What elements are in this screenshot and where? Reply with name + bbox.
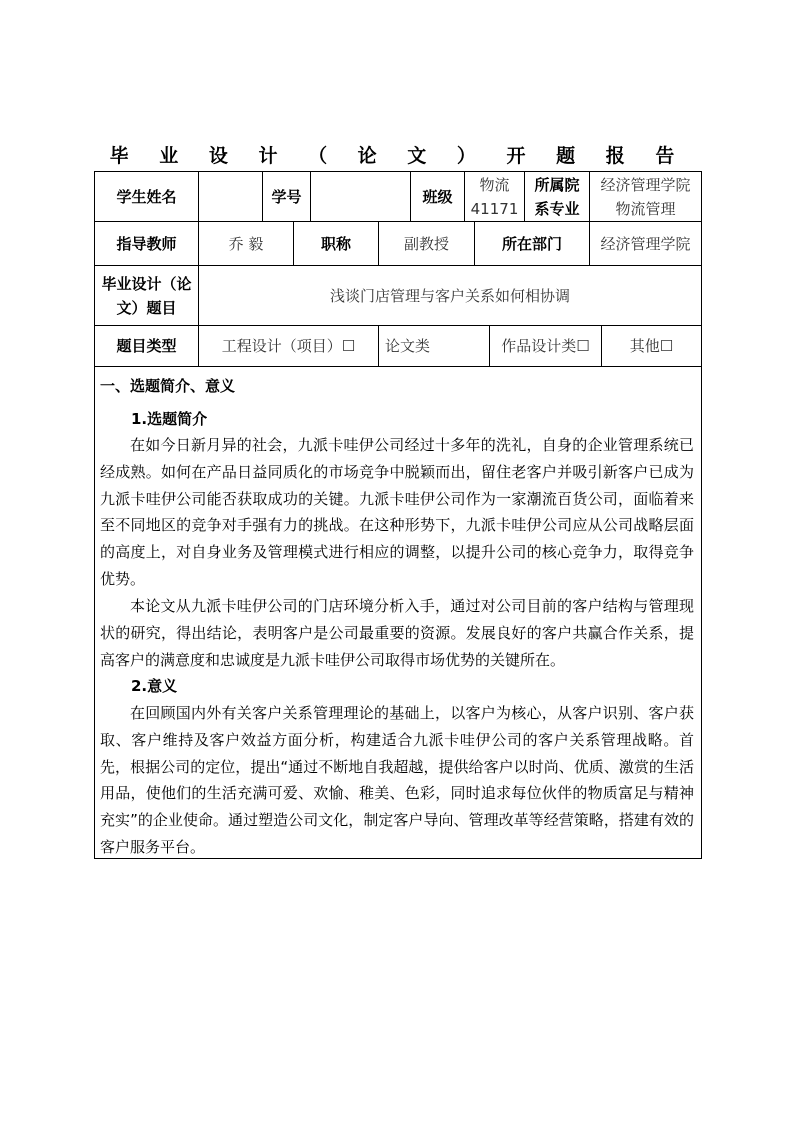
college-value xyxy=(590,172,701,221)
row-divider xyxy=(94,366,702,367)
student-name-label: 学生姓名 xyxy=(116,187,177,206)
subsection-heading-intro: 1.选题简介 xyxy=(131,410,208,428)
college-label-line2: 系专业 xyxy=(534,199,580,218)
college-value-line1: 经济管理学院 xyxy=(600,175,691,194)
body-paragraph-2: 本论文从九派卡哇伊公司的门店环境分析入手，通过对公司目前的客户结构与管理现状的研究，得出结论，表明客户是公司最重要的资源。发展良好的客户共赢合作关系，提高客户的满意度和忠诚度是九派卡哇伊公司取得市场优势的关键所在。 xyxy=(100,597,694,669)
topic-value: 浅谈门店管理与客户关系如何相协调 xyxy=(329,286,570,305)
topic-type-label: 题目类型 xyxy=(116,337,177,355)
topic-label xyxy=(95,266,198,325)
college-label-line1: 所属院 xyxy=(534,175,580,194)
section-heading: 一、选题简介、意义 xyxy=(100,377,236,395)
dept-label: 所在部门 xyxy=(501,234,562,253)
class-value xyxy=(465,172,524,221)
college-label xyxy=(525,172,589,221)
type-option-thesis[interactable]: 论文类 xyxy=(385,337,431,355)
type-option-engineering[interactable]: 工程设计（项目）☐ xyxy=(221,337,356,355)
student-id-value xyxy=(311,172,410,221)
type-option-other[interactable]: 其他☐ xyxy=(629,337,674,355)
student-id-label: 学号 xyxy=(271,187,302,206)
advisor-label: 指导教师 xyxy=(116,234,177,253)
topic-label-line1: 毕业设计（论 xyxy=(101,274,192,293)
advisor-value: 乔 毅 xyxy=(228,234,264,253)
subsection-heading-significance: 2.意义 xyxy=(131,677,178,695)
job-title-value: 副教授 xyxy=(403,234,449,253)
document-title: 毕 业 设 计 （ 论 文 ） 开 题 报 告 xyxy=(109,145,687,167)
college-value-line2: 物流管理 xyxy=(615,199,676,218)
body-paragraph-3: 在回顾国内外有关客户关系管理理论的基础上，以客户为核心，从客户识别、客户获取、客户维持及客户效益方面分析，构建适合九派卡哇伊公司的客户关系管理战略。首先，根据公司的定位，提出“通过不断地自我超越，提供给客户以时尚、优质、激赏的生活用品，使他们的生活充满可爱、欢愉、稚美、色彩，同时追求每位伙伴的物质富足与精神充实”的企业使命。通过塑造公司文化，制定客户导向、管理改革等经营策略，搭建有效的客户服务平台。 xyxy=(100,704,694,856)
job-title-label: 职称 xyxy=(320,234,351,253)
dept-value: 经济管理学院 xyxy=(600,234,691,253)
student-name-value xyxy=(199,172,262,221)
type-option-work-design[interactable]: 作品设计类☐ xyxy=(501,337,590,355)
body-paragraph-1: 在如今日新月异的社会，九派卡哇伊公司经过十多年的洗礼，自身的企业管理系统已经成熟。如何在产品日益同质化的市场竞争中脱颖而出，留住老客户并吸引新客户已成为九派卡哇伊公司能否获取成功的关键。九派卡哇伊公司作为一家潮流百货公司，面临着来至不同地区的竞争对手强有力的挑战。在这种形势下，九派卡哇伊公司应从公司战略层面的高度上，对自身业务及管理模式进行相应的调整，以提升公司的核心竞争力，取得竞争优势。 xyxy=(100,436,694,588)
class-value-line1: 物流 xyxy=(479,175,510,194)
class-value-line2: 41171 xyxy=(470,199,519,218)
class-label: 班级 xyxy=(422,187,453,206)
topic-label-line2: 文）题目 xyxy=(116,298,177,317)
